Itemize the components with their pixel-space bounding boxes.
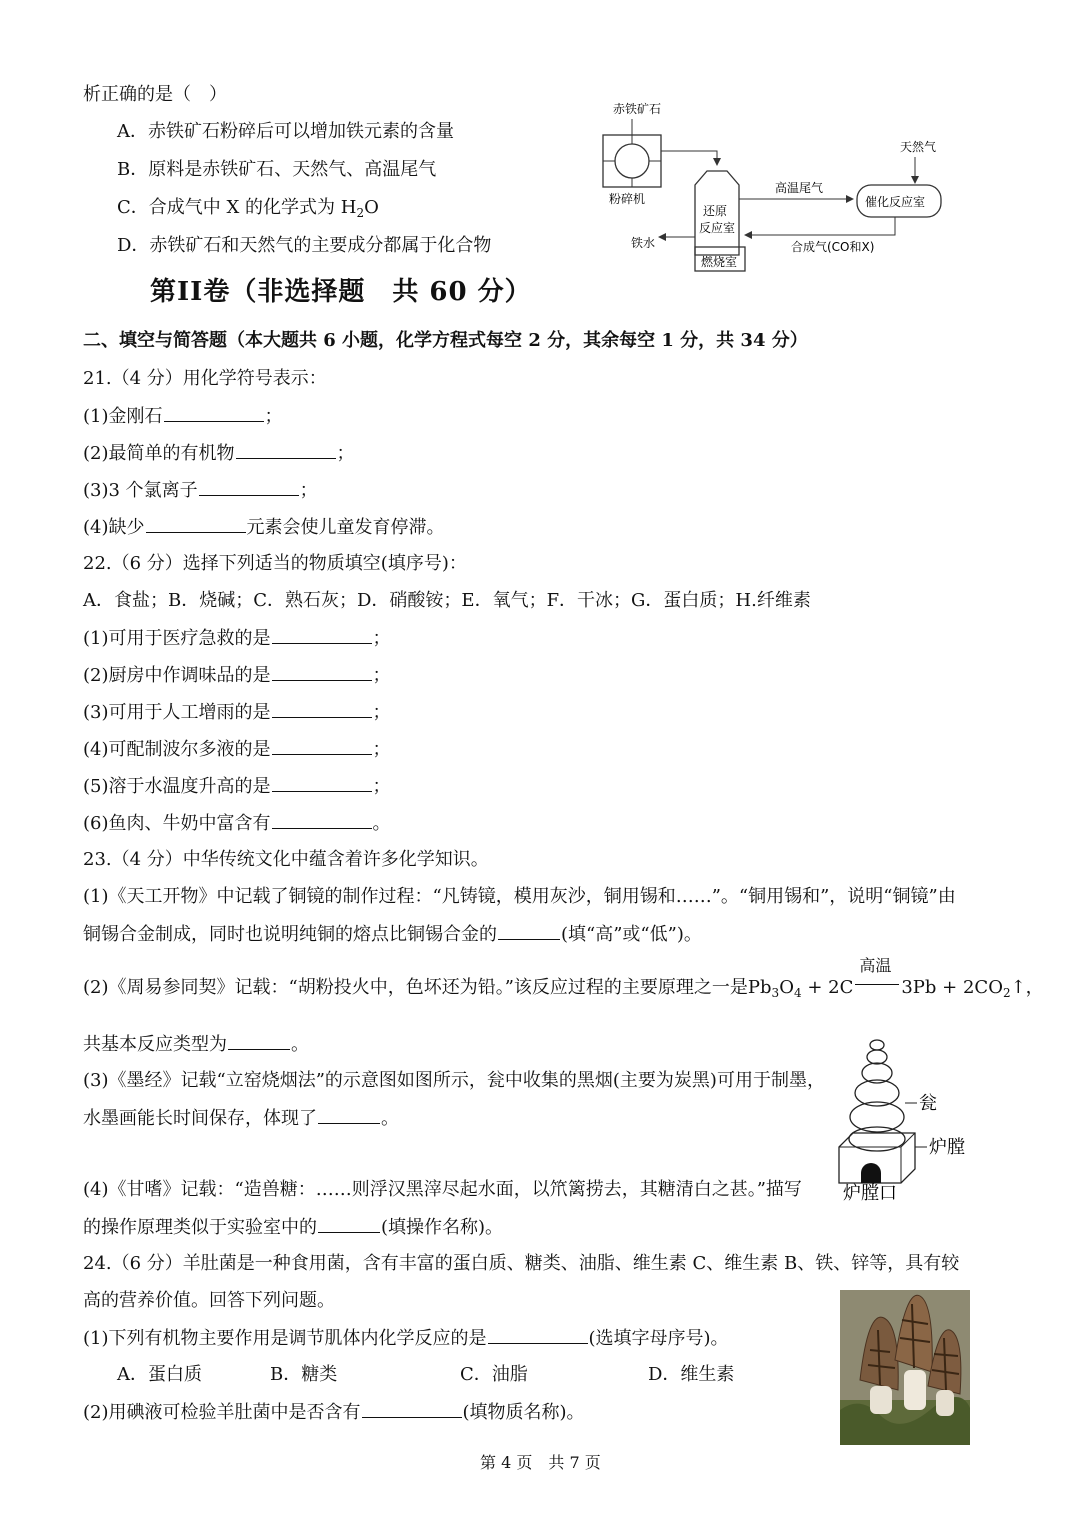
q23-p1-line2: 铜锡合金制成，同时也说明纯铜的熔点比铜锡合金的 (填“高”或“低”)。	[83, 921, 702, 948]
label-natural-gas: 天然气	[900, 140, 937, 154]
kiln-illustration	[835, 1035, 985, 1205]
morel-mushroom-photo	[840, 1290, 970, 1445]
q24-option-c: C．油脂	[460, 1364, 528, 1385]
reaction-arrow: 高温	[855, 975, 899, 993]
answer-blank[interactable]	[362, 1399, 462, 1418]
crusher-wheel	[615, 144, 649, 178]
answer-blank[interactable]	[236, 440, 336, 459]
q24-line1: 24.（6 分）羊肚菌是一种食用菌，含有丰富的蛋白质、糖类、油脂、维生素 C、维生素 B、铁、锌等，具有较	[83, 1253, 960, 1274]
label-syngas: 合成气(CO和X)	[791, 240, 875, 254]
q20-option-c: C．合成气中 X 的化学式为 $H_2O$	[117, 197, 379, 220]
equation: $Pb_3O_4 + 2C$ 高温 $3Pb + 2CO_2↑$，	[747, 956, 1044, 1000]
answer-blank[interactable]	[272, 625, 372, 644]
answer-blank[interactable]	[318, 1105, 380, 1124]
q24-p1: (1)下列有机物主要作用是调节肌体内化学反应的是 (选填字母序号)。	[83, 1325, 729, 1352]
q23-stem: 23.（4 分）中华传统文化中蕴含着许多化学知识。	[83, 849, 489, 870]
q22-item: (6)鱼肉、牛奶中富含有 。	[83, 810, 391, 837]
label-combustion: 燃烧室	[701, 255, 738, 269]
section2-title: 第II卷（非选择题 共 60 分）	[150, 277, 532, 307]
q21-item: (4)缺少 元素会使儿童发育停滞。	[83, 514, 445, 541]
q22-item: (5)溶于水温度升高的是 ；	[83, 773, 391, 800]
q20-stem-tail: 析正确的是（ ）	[83, 84, 227, 105]
q24-option-a: A．蛋白质	[117, 1364, 202, 1385]
label-luqiang: 炉膛	[929, 1137, 965, 1158]
answer-blank[interactable]	[272, 736, 372, 755]
q23-p1-line1: (1)《天工开物》中记载了铜镜的制作过程：“凡铸镜，模用灰沙，铜用锡和……”。“铜用锡和”，说明“铜镜”由	[83, 886, 956, 907]
q23-p4-line2: 的操作原理类似于实验室中的 (填操作名称)。	[83, 1214, 503, 1241]
q21-item: (2)最简单的有机物 ；	[83, 440, 355, 467]
answer-blank[interactable]	[318, 1214, 380, 1233]
q24-p2: (2)用碘液可检验羊肚菌中是否含有 (填物质名称)。	[83, 1399, 585, 1426]
label-catalytic: 催化反应室	[865, 195, 926, 209]
q24-option-b: B．糖类	[270, 1364, 338, 1385]
q24-line2: 高的营养价值。回答下列问题。	[83, 1290, 335, 1311]
q23-p2-line1: (2)《周易参同契》记载：“胡粉投火中，色坏还为铅。”该反应过程的主要原理之一是$Pb_3O_4 + 2C$ 高温 $3Pb + 2CO_2↑$，	[83, 956, 1044, 1000]
answer-blank[interactable]	[498, 921, 560, 940]
answer-blank[interactable]	[164, 403, 264, 422]
label-crusher: 粉碎机	[609, 192, 646, 206]
q21-item: (1)金刚石 ；	[83, 403, 283, 430]
label-reduction-2: 反应室	[699, 221, 736, 235]
q21-stem: 21.（4 分）用化学符号表示：	[83, 368, 327, 389]
q22-item: (4)可配制波尔多液的是 ；	[83, 736, 391, 763]
iron-process-diagram	[595, 95, 965, 280]
q23-p3-line2: 水墨画能长时间保存，体现了 。	[83, 1105, 399, 1132]
page-footer: 第 4 页 共 7 页	[480, 1453, 601, 1472]
q22-stem: 22.（6 分）选择下列适当的物质填空(填序号)：	[83, 553, 467, 574]
label-weng: 瓮	[919, 1093, 937, 1114]
q23-p3-line1: (3)《墨经》记载“立窑烧烟法”的示意图如图所示，瓮中收集的黑烟(主要为炭黑)可用于制墨，	[83, 1070, 825, 1091]
q20-option-d: D．赤铁矿石和天然气的主要成分都属于化合物	[117, 235, 492, 256]
q20-option-a: A．赤铁矿石粉碎后可以增加铁元素的含量	[117, 121, 454, 142]
q24-option-d: D．维生素	[648, 1364, 735, 1385]
section2-heading: 二、填空与简答题（本大题共 6 小题，化学方程式每空 2 分，其余每空 1 分，共 34 分）	[83, 330, 808, 351]
label-hot-tail-gas: 高温尾气	[775, 181, 824, 195]
answer-blank[interactable]	[199, 477, 299, 496]
q23-p2-line2: 共基本反应类型为 。	[83, 1031, 309, 1058]
q20-option-b: B．原料是赤铁矿石、天然气、高温尾气	[117, 159, 437, 180]
label-ore: 赤铁矿石	[613, 102, 662, 116]
q22-item: (2)厨房中作调味品的是 ；	[83, 662, 391, 689]
answer-blank[interactable]	[272, 773, 372, 792]
answer-blank[interactable]	[272, 810, 372, 829]
answer-blank[interactable]	[228, 1031, 290, 1050]
label-luqiangkou: 炉膛口	[843, 1183, 897, 1204]
q22-item: (3)可用于人工增雨的是 ；	[83, 699, 391, 726]
answer-blank[interactable]	[272, 662, 372, 681]
q23-p4-line1: (4)《甘嗜》记载：“造兽糖：……则浮汉黑滓尽起水面，以笊篱捞去，其糖清白之甚。”描写	[83, 1179, 802, 1200]
label-reduction-1: 还原	[703, 204, 728, 218]
label-molten-iron: 铁水	[631, 236, 656, 250]
answer-blank[interactable]	[272, 699, 372, 718]
q22-item: (1)可用于医疗急救的是 ；	[83, 625, 391, 652]
answer-blank[interactable]	[146, 514, 246, 533]
q22-choices: A．食盐；B．烧碱；C．熟石灰；D．硝酸铵；E．氧气；F．干冰；G．蛋白质；H.纤维素	[83, 590, 811, 611]
q21-item: (3)3 个氯离子 ；	[83, 477, 318, 504]
answer-blank[interactable]	[488, 1325, 588, 1344]
